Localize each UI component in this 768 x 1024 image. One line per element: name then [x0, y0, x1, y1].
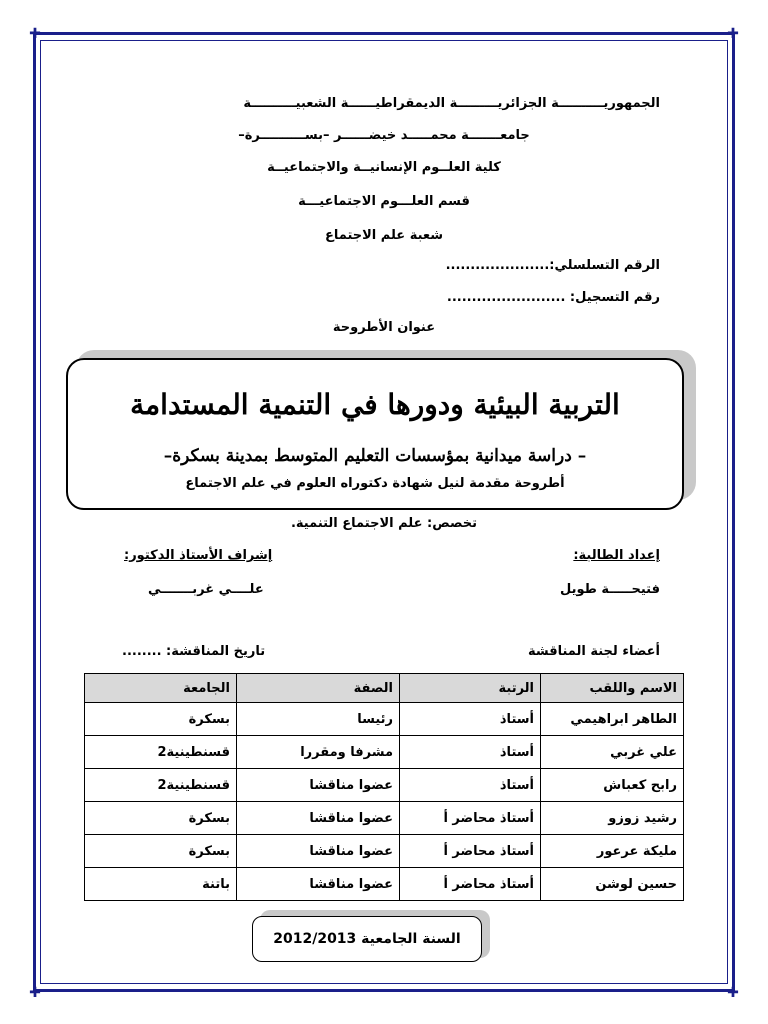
department-name: قسم العلـــوم الاجتماعيـــة — [298, 194, 470, 209]
title-box — [66, 358, 686, 514]
table-cell-rank: أستاذ محاضر أ — [400, 868, 541, 901]
table-cell-role: عضوا مناقشا — [237, 769, 400, 802]
supervisor-label: إشراف الأستاذ الدكتور: — [124, 548, 273, 563]
branch-name: شعبة علم الاجتماع — [324, 228, 444, 243]
student-label: إعداد الطالبة: — [573, 548, 660, 563]
serial-number-field: الرقم التسلسلي:..................... — [445, 258, 660, 273]
specialty-line: تخصص: علم الاجتماع التنمية. — [290, 516, 478, 531]
committee-table — [84, 673, 684, 901]
table-row — [85, 835, 684, 868]
table-row — [85, 769, 684, 802]
table-cell-name: الطاهر ابراهيمي — [541, 703, 684, 736]
table-row — [85, 736, 684, 769]
column-header-name: الاسم واللقب — [541, 674, 684, 703]
table-cell-university: قسنطينية2 — [85, 769, 237, 802]
table-cell-role: عضوا مناقشا — [237, 868, 400, 901]
table-cell-name: رشيد زوزو — [541, 802, 684, 835]
student-name: فتيحـــــة طويل — [559, 582, 660, 597]
table-row — [85, 868, 684, 901]
thesis-subtitle: – دراسة ميدانية بمؤسسات التعليم المتوسط بمدينة بسكرة– — [163, 446, 587, 466]
thesis-title-label: عنوان الأطروحة — [332, 320, 436, 335]
academic-year: السنة الجامعية 2012/2013 — [252, 916, 482, 962]
table-row — [85, 703, 684, 736]
table-cell-rank: أستاذ محاضر أ — [400, 835, 541, 868]
table-cell-rank: أستاذ — [400, 736, 541, 769]
thesis-title: التربية البيئية ودورها في التنمية المستدامة — [130, 388, 620, 421]
table-cell-name: رابح كعباش — [541, 769, 684, 802]
defense-date-label: تاريخ المناقشة: ........ — [122, 644, 266, 659]
table-cell-rank: أستاذ محاضر أ — [400, 802, 541, 835]
corner-ornament-icon: ✚ — [727, 985, 739, 1001]
table-cell-name: علي غربي — [541, 736, 684, 769]
table-cell-rank: أستاذ — [400, 769, 541, 802]
degree-statement: أطروحة مقدمة لنيل شهادة دكتوراه العلوم في علم الاجتماع — [185, 476, 565, 491]
table-cell-role: عضوا مناقشا — [237, 835, 400, 868]
corner-ornament-icon: ✚ — [29, 26, 41, 42]
table-cell-rank: أستاذ — [400, 703, 541, 736]
column-header-role: الصفة — [237, 674, 400, 703]
table-cell-university: قسنطينية2 — [85, 736, 237, 769]
republic-header: الجمهوريــــــــــة الجزائريـــــــــة الديمقراطيــــــة الشعبيــــــــــة — [243, 96, 660, 111]
committee-label: أعضاء لجنة المناقشة — [527, 644, 660, 659]
registration-number-field: رقم التسجيل: ........................ — [446, 290, 660, 305]
table-cell-role: رئيسا — [237, 703, 400, 736]
table-cell-role: عضوا مناقشا — [237, 802, 400, 835]
corner-ornament-icon: ✚ — [29, 985, 41, 1001]
column-header-university: الجامعة — [85, 674, 237, 703]
university-name: جامعـــــــة محمـــــد خيضــــــر –بســــــــــرة– — [238, 128, 530, 143]
academic-year-box — [252, 916, 484, 966]
supervisor-name: علــــي غربـــــــي — [148, 582, 264, 597]
table-cell-university: بسكرة — [85, 835, 237, 868]
table-cell-name: مليكة عرعور — [541, 835, 684, 868]
table-cell-university: بسكرة — [85, 703, 237, 736]
table-cell-university: بسكرة — [85, 802, 237, 835]
table-header-row — [85, 674, 684, 703]
table-cell-role: مشرفا ومقررا — [237, 736, 400, 769]
table-cell-name: حسين لوشن — [541, 868, 684, 901]
title-box-frame — [66, 358, 684, 510]
column-header-rank: الرتبة — [400, 674, 541, 703]
table-row — [85, 802, 684, 835]
faculty-name: كلية العلــوم الإنسانيــة والاجتماعيــة — [267, 160, 501, 175]
corner-ornament-icon: ✚ — [727, 26, 739, 42]
table-cell-university: باتنة — [85, 868, 237, 901]
